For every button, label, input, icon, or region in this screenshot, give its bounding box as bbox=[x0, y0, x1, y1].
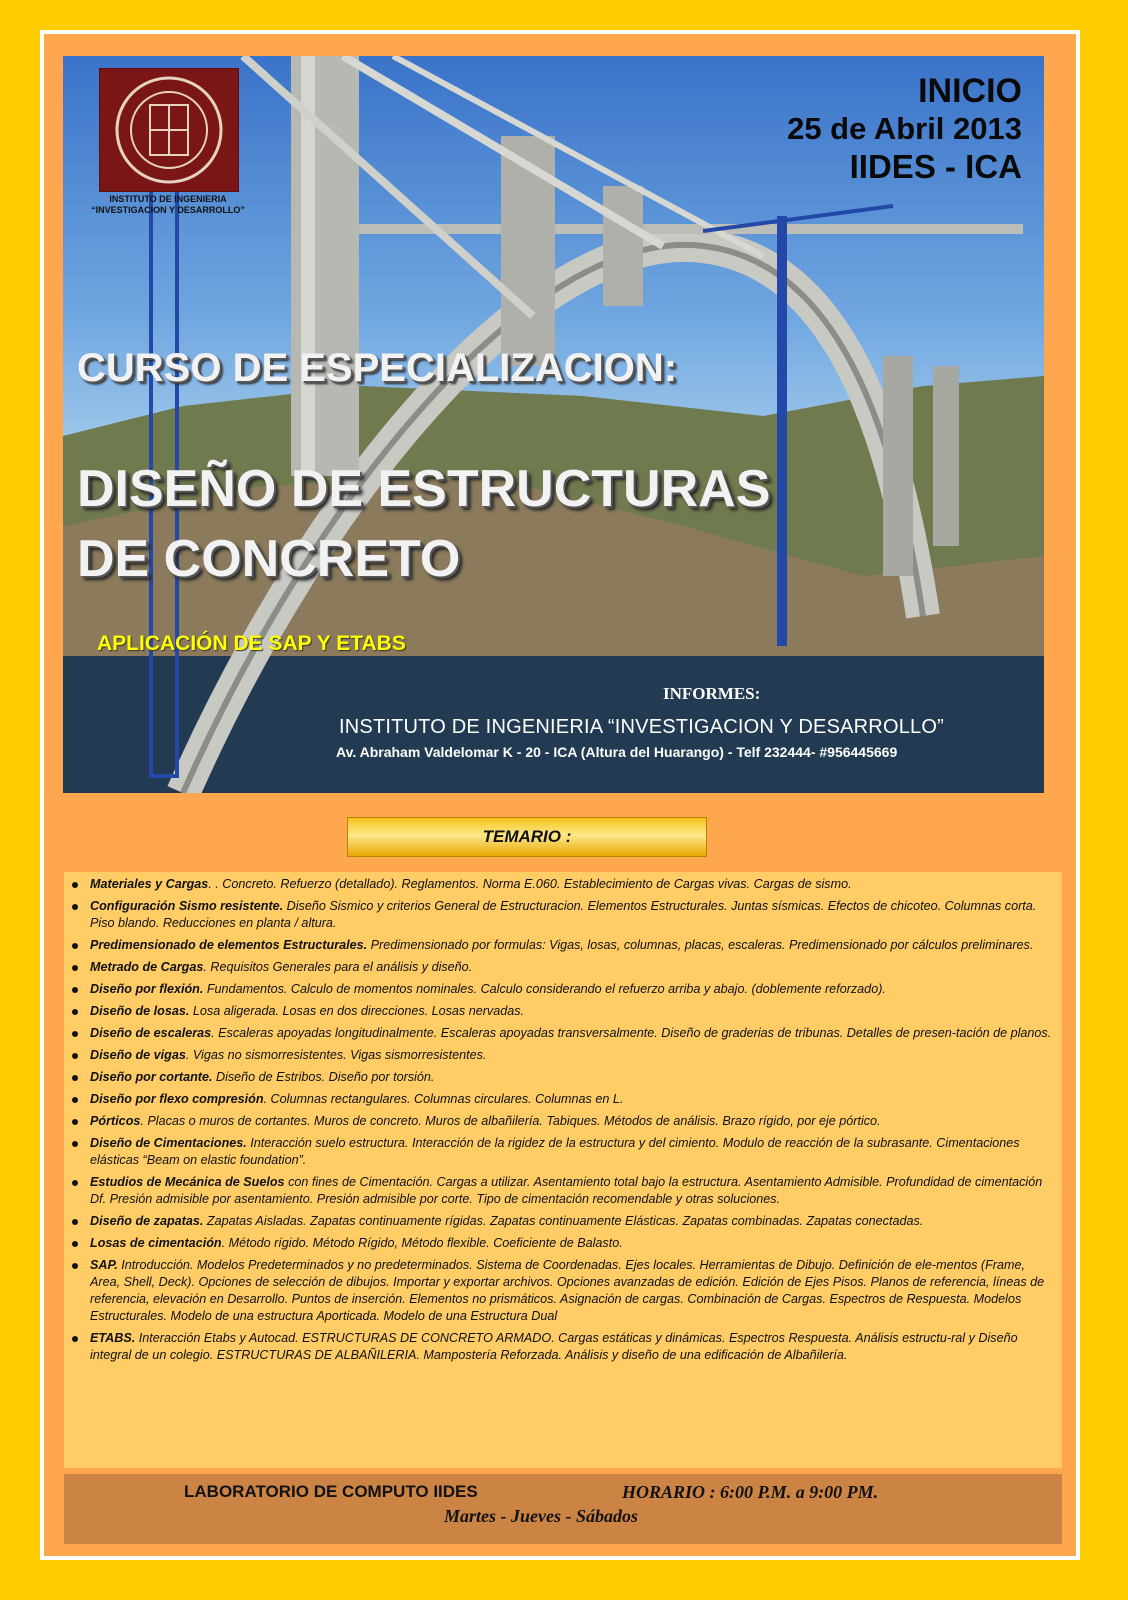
topic-text: Interacción Etabs y Autocad. ESTRUCTURAS DE CONCRETO ARMADO. Cargas estáticas y dinámicas. Espectros Respuesta. Análisis estructu-ral y Diseño integral de un colegio. ESTRUCTURAS DE ALBAÑILERIA. Mampostería Reforzada. Análisis y diseño de una edificación de Albañilería. bbox=[90, 1331, 1018, 1362]
seal-icon bbox=[100, 69, 238, 191]
topic-text: Fundamentos. Calculo de momentos nominales. Calculo considerando el refuerzo arriba y abajo. (doblemente reforzado). bbox=[203, 982, 886, 996]
logo-caption-line2: “INVESTIGACION Y DESARROLLO” bbox=[91, 205, 245, 215]
iides-logo bbox=[99, 68, 239, 192]
topic-item bbox=[64, 1213, 1058, 1230]
topic-title: Diseño de escaleras bbox=[90, 1026, 212, 1040]
topic-title: Diseño de Cimentaciones. bbox=[90, 1136, 247, 1150]
topic-text: Interacción suelo estructura. Interacción de la rigidez de la estructura y del cimiento. Modulo de reacción de la subrasante. Cimentaciones elásticas “Beam on elastic foundation”. bbox=[90, 1136, 1020, 1167]
topic-item bbox=[64, 1174, 1058, 1208]
schedule: HORARIO : 6:00 P.M. a 9:00 PM. bbox=[622, 1482, 879, 1502]
topic-title: Materiales y Cargas bbox=[90, 877, 209, 891]
topic-item bbox=[64, 959, 1058, 976]
topic-title: Configuración Sismo resistente. bbox=[90, 899, 284, 913]
topic-item bbox=[64, 1047, 1058, 1064]
institute-address: Av. Abraham Valdelomar K - 20 - ICA (Altura del Huarango) - Telf 232444- #956445669 bbox=[336, 744, 898, 760]
start-info bbox=[787, 72, 1022, 186]
topic-title: Diseño por flexión. bbox=[90, 982, 204, 996]
topic-text: Diseño Sismico y criterios General de Estructuracion. Elementos Estructurales. Juntas sísmicas. Efectos de chicoteo. Columnas corta. Piso blando. Reducciones en planta / altura. bbox=[90, 899, 1037, 930]
course-subtitle: APLICACIÓN DE SAP Y ETABS bbox=[97, 632, 406, 655]
topic-item bbox=[64, 1135, 1058, 1169]
temario-label: TEMARIO : bbox=[482, 827, 572, 846]
topic-text: . Placas o muros de cortantes. Muros de concreto. Muros de albañilería. Tabiques. Métodos de análisis. Brazo rígido, por eje pórtico. bbox=[140, 1114, 881, 1128]
topic-title: Diseño de losas. bbox=[90, 1004, 190, 1018]
course-label: CURSO DE ESPECIALIZACION: bbox=[77, 346, 678, 390]
topic-item bbox=[64, 1091, 1058, 1108]
institute-name: INSTITUTO DE INGENIERIA “INVESTIGACION Y DESARROLLO” bbox=[339, 716, 944, 738]
topic-title: Diseño de vigas bbox=[90, 1048, 186, 1062]
topic-text: . . Concreto. Refuerzo (detallado). Reglamentos. Norma E.060. Establecimiento de Cargas vivas. Cargas de sismo. bbox=[208, 877, 852, 891]
topic-item bbox=[64, 981, 1058, 998]
topic-text: . Método rígido. Método Rígido, Método flexible. Coeficiente de Balasto. bbox=[221, 1236, 623, 1250]
topic-text: . Requisitos Generales para el análisis y diseño. bbox=[203, 960, 473, 974]
topic-title: ETABS. bbox=[90, 1331, 136, 1345]
topic-item bbox=[64, 1330, 1058, 1364]
topic-item bbox=[64, 937, 1058, 954]
topic-item bbox=[64, 1257, 1058, 1325]
topic-item bbox=[64, 1025, 1058, 1042]
topic-text: Diseño de Estribos. Diseño por torsión. bbox=[212, 1070, 435, 1084]
topic-title: Pórticos bbox=[90, 1114, 141, 1128]
topic-text: . Vigas no sismorresistentes. Vigas sismorresistentes. bbox=[185, 1048, 487, 1062]
schedule-days: Martes - Jueves - Sábados bbox=[444, 1506, 638, 1526]
start-date: 25 de Abril 2013 bbox=[787, 111, 1022, 146]
topic-item bbox=[64, 1113, 1058, 1130]
topic-title: Metrado de Cargas bbox=[90, 960, 204, 974]
topic-title: Diseño por flexo compresión bbox=[90, 1092, 264, 1106]
topic-text: . Escaleras apoyadas longitudinalmente. Escaleras apoyadas transversalmente. Diseño de graderias de tribunas. Detalles de presen-tación de planos. bbox=[211, 1026, 1052, 1040]
topic-text: Zapatas Aisladas. Zapatas continuamente rígidas. Zapatas continuamente Elásticas. Zapatas combinadas. Zapatas conectadas. bbox=[203, 1214, 924, 1228]
topic-title: Diseño por cortante. bbox=[90, 1070, 213, 1084]
footer-bar bbox=[64, 1474, 1062, 1544]
topic-text: Introducción. Modelos Predeterminados y no predeterminados. Sistema de Coordenadas. Ejes locales. Herramientas de Dibujo. Definición de ele-mentos (Frame, Area, Shell, Deck). Opciones de selección de dibujos. Importar y exportar archivos. Opciones avanzadas de edición. Edición de Ejes Pisos. Planos de referencia, líneas de referencia, elevación en Desarrollo. Puntos de inserción. Elementos no prismáticos. Asignación de cargas. Combinación de Cargas. Espectros de Respuesta. Modelos Estructurales. Modelo de una estructura Aporticada. Modelo de una Estructura Dual bbox=[90, 1258, 1045, 1323]
topic-title: Diseño de zapatas. bbox=[90, 1214, 204, 1228]
start-label: INICIO bbox=[918, 72, 1022, 110]
topics-list bbox=[64, 872, 1062, 1468]
topic-title: Losas de cimentación bbox=[90, 1236, 222, 1250]
topic-item bbox=[64, 1003, 1058, 1020]
topic-text: . Columnas rectangulares. Columnas circulares. Columnas en L. bbox=[263, 1092, 624, 1106]
topic-text: Losa aligerada. Losas en dos direcciones. Losas nervadas. bbox=[189, 1004, 525, 1018]
topic-title: SAP. bbox=[90, 1258, 118, 1272]
topic-item bbox=[64, 1069, 1058, 1086]
hero-image bbox=[63, 56, 1044, 793]
topic-title: Predimensionado de elementos Estructurales. bbox=[90, 938, 368, 952]
logo-caption bbox=[73, 194, 263, 216]
topic-item bbox=[64, 1235, 1058, 1252]
logo-caption-line1: INSTITUTO DE INGENIERIA bbox=[109, 194, 227, 204]
topic-text: Predimensionado por formulas: Vigas, losas, columnas, placas, escaleras. Predimensionado por cálculos preliminares. bbox=[367, 938, 1034, 952]
topic-text: con fines de Cimentación. Cargas a utilizar. Asentamiento total bajo la estructura. Asentamiento Admisible. Profundidad de cimentación Df. Presión admisible por asentamiento. Presión admisible por corte. Tipo de cimentación recomendable y otras soluciones. bbox=[90, 1175, 1043, 1206]
topic-item bbox=[64, 876, 1058, 893]
temario-banner bbox=[347, 817, 707, 857]
topic-item bbox=[64, 898, 1058, 932]
course-title-line2: DE CONCRETO bbox=[77, 530, 461, 588]
topic-title: Estudios de Mecánica de Suelos bbox=[90, 1175, 285, 1189]
lab-name: LABORATORIO DE COMPUTO IIDES bbox=[184, 1482, 478, 1501]
course-title-line1: DISEÑO DE ESTRUCTURAS bbox=[77, 460, 771, 518]
course-title bbox=[77, 454, 770, 594]
topics-ul bbox=[64, 876, 1062, 1364]
info-label: INFORMES: bbox=[663, 684, 761, 703]
start-location: IIDES - ICA bbox=[849, 148, 1022, 185]
